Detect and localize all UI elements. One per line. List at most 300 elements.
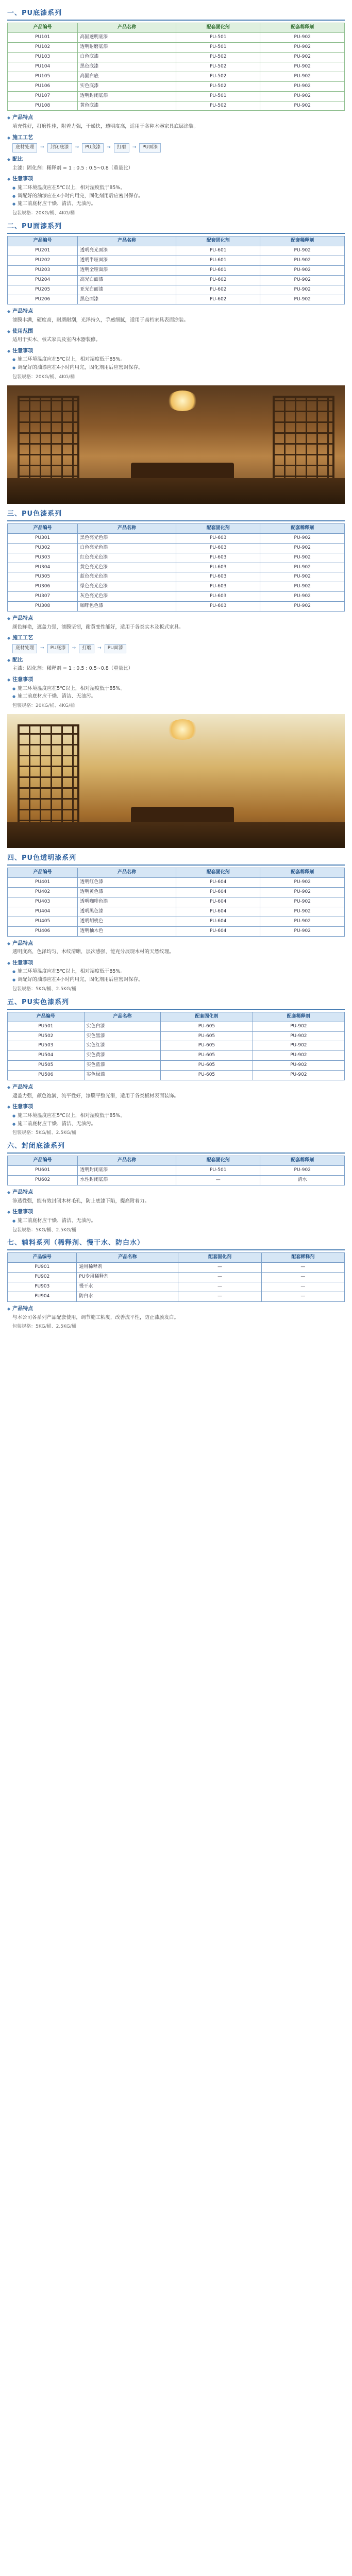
- table-row: [8, 1263, 345, 1273]
- table-cell: 咖啡色色漆: [78, 602, 176, 612]
- paragraph: 主漆：固化剂：稀释剂 = 1 : 0.5 : 0.5~0.8（重量比）: [12, 666, 133, 672]
- col-header: 配套固化剂: [176, 236, 260, 246]
- process-flow: 底材处理 → 封闭底漆 → PU底漆 → 打磨 → PU面漆: [12, 143, 345, 152]
- section-title: 六、封闭底漆系列: [7, 1142, 65, 1150]
- table-cell: 灰色亮光色漆: [78, 592, 176, 602]
- table-cell: 高光白面漆: [78, 275, 176, 285]
- table-cell: PU403: [8, 897, 78, 907]
- table-cell: PU-902: [253, 1031, 344, 1041]
- table-cell: PU107: [8, 91, 78, 101]
- col-header: 配套固化剂: [176, 1156, 260, 1166]
- table-cell: PU-902: [260, 265, 345, 275]
- col-header: 配套稀释剂: [253, 1012, 344, 1022]
- subheading: ◆ 配比: [7, 156, 345, 164]
- table-cell: PU-902: [260, 285, 345, 295]
- paragraph: 颜色鲜艳，遮盖力强，漆膜坚韧，耐黄变性能好，适用于各类实木及板式家具。: [12, 624, 184, 630]
- table-row: [8, 533, 345, 543]
- col-header: 配套稀释剂: [260, 523, 345, 533]
- product-table-7: [7, 1252, 345, 1302]
- table-cell: PU-902: [260, 877, 345, 887]
- section-header-2: [7, 221, 345, 234]
- table-cell: PU-902: [260, 887, 345, 897]
- subheading: ◆ 产品特点: [7, 1305, 345, 1313]
- table-cell: PU-902: [260, 897, 345, 907]
- table-cell: —: [178, 1263, 261, 1273]
- notice-item: ● 调配好的油漆应在4小时内用完，固化剂用后应密封保存。: [12, 193, 345, 200]
- notice-item: ● 施工环境温度应在5℃以上，相对湿度低于85%。: [12, 685, 345, 693]
- paragraph: 适用于实木、板式家具及室内木器装修。: [12, 337, 101, 343]
- flow-step: PU底漆: [47, 644, 69, 653]
- col-header: 产品名称: [77, 1253, 178, 1263]
- table-cell: PU-602: [176, 295, 260, 304]
- table-cell: 实色绿漆: [84, 1071, 161, 1080]
- notice-item: ● 施工环境温度应在5℃以上，相对湿度低于85%。: [12, 184, 345, 192]
- paragraph: 填充性好，打磨性佳，附着力强，干燥快，透明度高，适用于各种木器家具底层涂装。: [12, 123, 199, 129]
- flow-step: 底材处理: [12, 644, 37, 653]
- process-flow: 底材处理 → PU底漆 → 打磨 → PU面漆: [12, 644, 345, 653]
- table-row: [8, 285, 345, 295]
- flow-step: 打磨: [79, 644, 94, 653]
- subheading: ◆ 产品特点: [7, 1189, 345, 1197]
- table-row: [8, 1022, 345, 1031]
- section-title: 四、PU色透明漆系列: [7, 854, 77, 862]
- table-cell: PU602: [8, 1176, 78, 1185]
- table-row: [8, 1166, 345, 1176]
- table-cell: PU-902: [260, 101, 345, 111]
- subheading: ◆ 施工工艺: [7, 634, 345, 642]
- table-cell: PU-502: [176, 62, 260, 72]
- pack-info: 包装规格：5KG/桶、2.5KG/桶: [12, 1130, 76, 1136]
- table-row: [8, 62, 345, 72]
- table-cell: PU-902: [260, 543, 345, 553]
- table-cell: PU-902: [260, 582, 345, 592]
- table-cell: PU-603: [176, 553, 260, 563]
- table-cell: PU-603: [176, 533, 260, 543]
- col-header: 产品编号: [8, 236, 78, 246]
- table-cell: PU-902: [260, 553, 345, 563]
- table-row: [8, 1176, 345, 1185]
- subheading: ◆ 产品特点: [7, 940, 345, 948]
- col-header: 产品编号: [8, 1253, 77, 1263]
- table-cell: PU201: [8, 246, 78, 256]
- subheading: ◆ 产品特点: [7, 308, 345, 316]
- col-header: 配套稀释剂: [261, 1253, 344, 1263]
- table-cell: PU402: [8, 887, 78, 897]
- table-cell: PU301: [8, 533, 78, 543]
- table-cell: PU303: [8, 553, 78, 563]
- table-cell: PU106: [8, 81, 78, 91]
- table-cell: 红色亮光色漆: [78, 553, 176, 563]
- section-header-6: [7, 1140, 345, 1154]
- paragraph: 主漆：固化剂：稀释剂 = 1 : 0.5 : 0.5~0.8（重量比）: [12, 165, 133, 171]
- table-row: [8, 1071, 345, 1080]
- flow-step: 封闭底漆: [47, 143, 72, 152]
- table-row: [8, 592, 345, 602]
- notice-item: ● 施工环境温度应在5℃以上，相对湿度低于85%。: [12, 968, 345, 976]
- table-cell: PU205: [8, 285, 78, 295]
- table-cell: 实色黄漆: [84, 1051, 161, 1061]
- notice-item: ● 施工环境温度应在5℃以上，相对湿度低于85%。: [12, 356, 345, 364]
- table-cell: PU-601: [176, 265, 260, 275]
- table-cell: PU-902: [260, 275, 345, 285]
- table-cell: PU-501: [176, 1166, 260, 1176]
- table-cell: —: [178, 1273, 261, 1282]
- subheading: ◆ 产品特点: [7, 615, 345, 623]
- table-row: [8, 1041, 345, 1051]
- table-row: [8, 897, 345, 907]
- interior-photo-1: [7, 385, 345, 504]
- table-row: [8, 1282, 345, 1292]
- table-cell: 慢干水: [77, 1282, 178, 1292]
- section-title: 三、PU色漆系列: [7, 510, 62, 518]
- section-header-1: [7, 7, 345, 21]
- table-cell: PU103: [8, 52, 78, 62]
- table-cell: 透明黄色漆: [78, 887, 176, 897]
- subheading: ◆ 注意事项: [7, 1208, 345, 1216]
- table-row: [8, 926, 345, 936]
- subheading: ◆ 配比: [7, 656, 345, 665]
- table-cell: PU203: [8, 265, 78, 275]
- table-cell: PU-902: [260, 295, 345, 304]
- paragraph: 遮盖力强，颜色饱满，流平性好，漆膜平整光滑，适用于各类板材表面装饰。: [12, 1093, 179, 1099]
- table-row: [8, 1051, 345, 1061]
- col-header: 配套稀释剂: [260, 1156, 345, 1166]
- table-cell: 水性封闭底漆: [78, 1176, 176, 1185]
- table-cell: PU-902: [253, 1071, 344, 1080]
- paragraph: 渗透性强，能有效封闭木材毛孔，防止底漆下陷，提高附着力。: [12, 1198, 150, 1204]
- table-cell: —: [261, 1292, 344, 1302]
- table-cell: PU-602: [176, 285, 260, 295]
- subheading: ◆ 注意事项: [7, 959, 345, 968]
- table-row: [8, 887, 345, 897]
- table-cell: PU904: [8, 1292, 77, 1302]
- table-cell: PU901: [8, 1263, 77, 1273]
- table-cell: 透明红色漆: [78, 877, 176, 887]
- table-cell: PU-902: [260, 42, 345, 52]
- table-cell: 黑色底漆: [78, 62, 176, 72]
- table-cell: PU-604: [176, 877, 260, 887]
- table-cell: PU-902: [260, 572, 345, 582]
- table-cell: PU-501: [176, 91, 260, 101]
- table-row: [8, 256, 345, 265]
- table-cell: PU-902: [260, 602, 345, 612]
- table-cell: PU-601: [176, 246, 260, 256]
- section-title: 五、PU实色漆系列: [7, 998, 70, 1006]
- table-row: [8, 572, 345, 582]
- table-cell: 透明全哑面漆: [78, 265, 176, 275]
- table-cell: PU-603: [176, 563, 260, 572]
- table-cell: PU-902: [260, 62, 345, 72]
- table-cell: 白色底漆: [78, 52, 176, 62]
- table-row: [8, 265, 345, 275]
- table-cell: PU305: [8, 572, 78, 582]
- table-cell: 透明封闭底漆: [78, 1166, 176, 1176]
- table-cell: 实色蓝漆: [84, 1061, 161, 1071]
- table-cell: 实色黑漆: [84, 1031, 161, 1041]
- flow-step: PU面漆: [139, 143, 161, 152]
- col-header: 配套固化剂: [176, 868, 260, 877]
- table-cell: PU-902: [260, 81, 345, 91]
- table-cell: PU903: [8, 1282, 77, 1292]
- section-title: 七、辅料系列（稀释剂、慢干水、防白水）: [7, 1239, 145, 1247]
- subheading: ◆ 注意事项: [7, 347, 345, 355]
- subheading: ◆ 施工工艺: [7, 134, 345, 142]
- pack-info: 包装规格：5KG/桶、2.5KG/桶: [12, 1324, 76, 1330]
- table-cell: PU-502: [176, 81, 260, 91]
- table-cell: PU404: [8, 907, 78, 917]
- table-cell: PU-902: [260, 52, 345, 62]
- table-row: [8, 275, 345, 285]
- flow-step: PU底漆: [82, 143, 104, 152]
- notice-item: ● 施工环境温度应在5℃以上，相对湿度低于85%。: [12, 1112, 345, 1120]
- table-cell: 透明亮光面漆: [78, 246, 176, 256]
- col-header: 产品编号: [8, 1156, 78, 1166]
- col-header: 配套稀释剂: [260, 236, 345, 246]
- pack-info: 包装规格：20KG/桶、4KG/桶: [12, 374, 75, 380]
- table-row: [8, 81, 345, 91]
- table-cell: PU-501: [176, 42, 260, 52]
- table-cell: PU-902: [260, 72, 345, 81]
- notice-item: ● 施工前底材应干燥、清洁、无油污。: [12, 693, 345, 701]
- table-cell: PU-902: [253, 1041, 344, 1051]
- col-header: 产品编号: [8, 868, 78, 877]
- table-cell: PU-604: [176, 917, 260, 926]
- product-table-3: [7, 523, 345, 612]
- table-cell: PU-902: [260, 246, 345, 256]
- table-cell: PU304: [8, 563, 78, 572]
- table-row: [8, 877, 345, 887]
- section-header-3: [7, 508, 345, 521]
- section-header-5: [7, 996, 345, 1010]
- table-cell: —: [176, 1176, 260, 1185]
- table-cell: PU-502: [176, 101, 260, 111]
- table-cell: PU-603: [176, 582, 260, 592]
- table-cell: 高固透明底漆: [78, 32, 176, 42]
- table-cell: PU-902: [260, 533, 345, 543]
- table-cell: PU-902: [260, 91, 345, 101]
- subheading: ◆ 使用范围: [7, 328, 345, 336]
- table-row: [8, 1292, 345, 1302]
- table-cell: PU-902: [260, 256, 345, 265]
- subheading: ◆ 注意事项: [7, 175, 345, 183]
- col-header: 配套稀释剂: [260, 23, 345, 33]
- table-row: [8, 1273, 345, 1282]
- notice-item: ● 调配好的油漆应在4小时内用完，固化剂用后应密封保存。: [12, 364, 345, 372]
- table-cell: PU308: [8, 602, 78, 612]
- table-cell: 透明柚木色: [78, 926, 176, 936]
- table-cell: PU506: [8, 1071, 85, 1080]
- pack-info: 包装规格：20KG/桶、4KG/桶: [12, 210, 75, 216]
- table-cell: PU-902: [260, 32, 345, 42]
- table-cell: PU307: [8, 592, 78, 602]
- table-cell: PU-902: [253, 1022, 344, 1031]
- table-cell: PU-603: [176, 543, 260, 553]
- table-cell: PU-502: [176, 52, 260, 62]
- table-cell: PU-603: [176, 572, 260, 582]
- interior-photo-2: [7, 714, 345, 848]
- table-cell: PU-604: [176, 926, 260, 936]
- table-cell: PU102: [8, 42, 78, 52]
- table-cell: 黑色亮光色漆: [78, 533, 176, 543]
- table-cell: 透明胡桃色: [78, 917, 176, 926]
- col-header: 产品编号: [8, 1012, 85, 1022]
- table-cell: 黑色面漆: [78, 295, 176, 304]
- table-cell: PU-605: [161, 1031, 253, 1041]
- table-cell: PU105: [8, 72, 78, 81]
- table-row: [8, 543, 345, 553]
- paragraph: 透明度高，色泽均匀，木纹清晰，层次感强，能充分展现木材的天然纹理。: [12, 949, 174, 955]
- table-cell: PU-902: [260, 592, 345, 602]
- paragraph: 漆膜丰满，硬度高，耐磨耐刮，光泽持久，手感细腻，适用于高档家具表面涂装。: [12, 317, 189, 323]
- table-cell: PU-603: [176, 592, 260, 602]
- table-cell: PU-501: [176, 32, 260, 42]
- table-cell: 清水: [260, 1176, 345, 1185]
- subheading: ◆ 注意事项: [7, 676, 345, 684]
- table-cell: PU206: [8, 295, 78, 304]
- flow-step: PU面漆: [105, 644, 126, 653]
- table-cell: PU108: [8, 101, 78, 111]
- col-header: 产品名称: [78, 23, 176, 33]
- table-cell: PU902: [8, 1273, 77, 1282]
- table-row: [8, 42, 345, 52]
- table-cell: PU-601: [176, 256, 260, 265]
- table-row: [8, 91, 345, 101]
- product-table-4: [7, 868, 345, 937]
- table-cell: PU401: [8, 877, 78, 887]
- table-cell: PU-902: [260, 1166, 345, 1176]
- table-cell: 绿色亮光色漆: [78, 582, 176, 592]
- table-row: [8, 907, 345, 917]
- col-header: 产品名称: [78, 1156, 176, 1166]
- section-header-4: [7, 852, 345, 866]
- table-row: [8, 553, 345, 563]
- table-cell: —: [261, 1282, 344, 1292]
- table-row: [8, 1061, 345, 1071]
- col-header: 产品编号: [8, 523, 78, 533]
- table-cell: 透明封闭底漆: [78, 91, 176, 101]
- subheading: ◆ 产品特点: [7, 1083, 345, 1092]
- table-cell: PU405: [8, 917, 78, 926]
- product-table-6: [7, 1156, 345, 1185]
- table-cell: PU-605: [161, 1071, 253, 1080]
- col-header: 产品名称: [78, 523, 176, 533]
- flow-step: 底材处理: [12, 143, 37, 152]
- table-cell: PU-902: [260, 926, 345, 936]
- table-cell: 透明黑色漆: [78, 907, 176, 917]
- table-cell: PU406: [8, 926, 78, 936]
- table-cell: PU-902: [260, 907, 345, 917]
- subheading: ◆ 产品特点: [7, 114, 345, 122]
- notice-item: ● 施工前底材应干燥、清洁、无油污。: [12, 200, 345, 208]
- table-cell: PU504: [8, 1051, 85, 1061]
- pack-info: 包装规格：20KG/桶、4KG/桶: [12, 703, 75, 709]
- flow-step: 打磨: [114, 143, 129, 152]
- col-header: 产品编号: [8, 23, 78, 33]
- table-cell: PU503: [8, 1041, 85, 1051]
- table-row: [8, 917, 345, 926]
- notice-item: ● 调配好的油漆应在4小时内用完，固化剂用后应密封保存。: [12, 976, 345, 984]
- table-cell: 蓝色亮光色漆: [78, 572, 176, 582]
- pack-info: 包装规格：5KG/桶、2.5KG/桶: [12, 1227, 76, 1233]
- section-title: 一、PU底漆系列: [7, 9, 62, 17]
- table-cell: 通用稀释剂: [77, 1263, 178, 1273]
- table-row: [8, 32, 345, 42]
- table-cell: PU306: [8, 582, 78, 592]
- table-cell: 防白水: [77, 1292, 178, 1302]
- table-cell: 透明耐磨底漆: [78, 42, 176, 52]
- product-table-2: [7, 236, 345, 305]
- col-header: 产品名称: [78, 868, 176, 877]
- table-cell: 实色红漆: [84, 1041, 161, 1051]
- col-header: 产品名称: [84, 1012, 161, 1022]
- table-row: [8, 52, 345, 62]
- table-row: [8, 582, 345, 592]
- col-header: 配套稀释剂: [260, 868, 345, 877]
- table-cell: 黄色底漆: [78, 101, 176, 111]
- table-cell: 高固白底: [78, 72, 176, 81]
- table-cell: PU502: [8, 1031, 85, 1041]
- col-header: 配套固化剂: [176, 23, 260, 33]
- paragraph: 与本公司各系列产品配套使用，调节施工粘度，改善流平性，防止漆膜发白。: [12, 1314, 179, 1320]
- table-cell: PU-604: [176, 887, 260, 897]
- notice-item: ● 施工前底材应干燥、清洁、无油污。: [12, 1217, 345, 1225]
- section-title: 二、PU面漆系列: [7, 222, 62, 230]
- table-row: [8, 563, 345, 572]
- col-header: 配套固化剂: [178, 1253, 261, 1263]
- table-cell: 实色底漆: [78, 81, 176, 91]
- table-cell: PU601: [8, 1166, 78, 1176]
- table-cell: PU-902: [260, 917, 345, 926]
- table-cell: PU101: [8, 32, 78, 42]
- table-cell: 白色亮光色漆: [78, 543, 176, 553]
- table-cell: 实色白漆: [84, 1022, 161, 1031]
- product-table-1: [7, 23, 345, 111]
- table-cell: PU-603: [176, 602, 260, 612]
- table-cell: —: [261, 1263, 344, 1273]
- table-cell: PU-605: [161, 1051, 253, 1061]
- col-header: 产品名称: [78, 236, 176, 246]
- table-cell: PU-502: [176, 72, 260, 81]
- table-cell: PU-605: [161, 1041, 253, 1051]
- section-header-7: [7, 1237, 345, 1250]
- product-table-5: [7, 1012, 345, 1081]
- table-cell: 黄色亮光色漆: [78, 563, 176, 572]
- table-cell: PU204: [8, 275, 78, 285]
- table-cell: PU-602: [176, 275, 260, 285]
- table-cell: PU302: [8, 543, 78, 553]
- table-row: [8, 1031, 345, 1041]
- col-header: 配套固化剂: [161, 1012, 253, 1022]
- table-cell: PU-902: [253, 1051, 344, 1061]
- table-cell: —: [178, 1282, 261, 1292]
- table-cell: —: [261, 1273, 344, 1282]
- table-row: [8, 246, 345, 256]
- table-row: [8, 602, 345, 612]
- table-cell: PU-605: [161, 1022, 253, 1031]
- table-cell: 亚光白面漆: [78, 285, 176, 295]
- subheading: ◆ 注意事项: [7, 1103, 345, 1111]
- table-row: [8, 72, 345, 81]
- table-cell: 透明半哑面漆: [78, 256, 176, 265]
- table-cell: PU202: [8, 256, 78, 265]
- table-row: [8, 101, 345, 111]
- table-cell: PU专用稀释剂: [77, 1273, 178, 1282]
- table-cell: 透明咖啡色漆: [78, 897, 176, 907]
- notice-item: ● 施工前底材应干燥、清洁、无油污。: [12, 1121, 345, 1128]
- col-header: 配套固化剂: [176, 523, 260, 533]
- table-cell: PU-605: [161, 1061, 253, 1071]
- table-cell: PU-604: [176, 907, 260, 917]
